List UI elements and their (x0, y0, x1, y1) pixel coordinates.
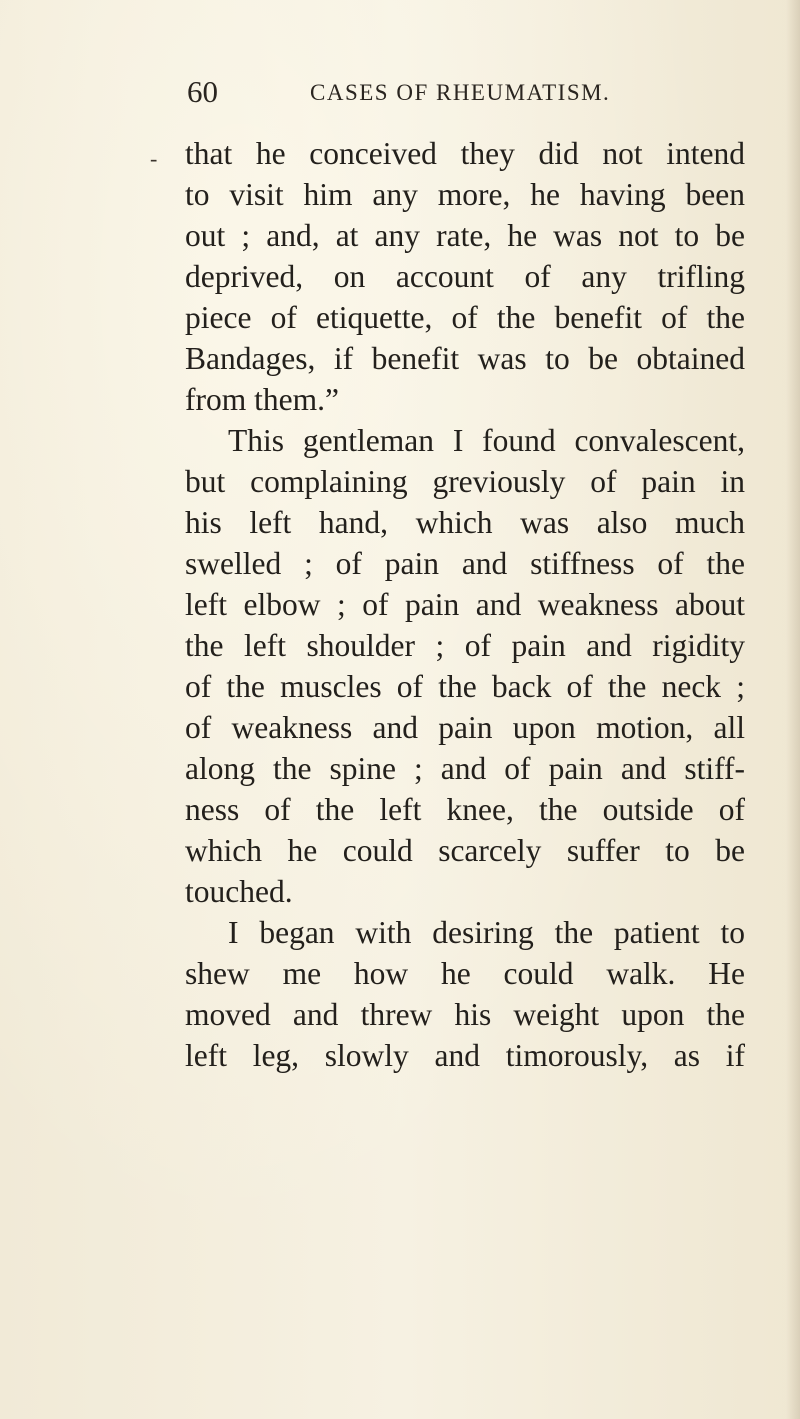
text-line: out ; and, at any rate, he was not to be (185, 218, 745, 253)
text-line: his left hand, which was also much (185, 505, 745, 540)
text-line: from them.” (185, 382, 339, 417)
text-line: the left shoulder ; of pain and rigidity (185, 628, 745, 663)
text-line: Bandages, if benefit was to be obtained (185, 341, 745, 376)
body-text (185, 133, 745, 1076)
text-line: touched. (185, 874, 293, 909)
text-line: moved and threw his weight upon the (185, 997, 745, 1032)
text-line: which he could scarcely suffer to be (185, 833, 745, 868)
text-line: but complaining greviously of pain in (185, 464, 745, 499)
text-line: deprived, on account of any trifling (185, 259, 745, 294)
text-line: ness of the left knee, the outside of (185, 792, 745, 827)
text-line: This gentleman I found convalescent, (228, 423, 745, 458)
text-line: of weakness and pain upon motion, all (185, 710, 745, 745)
page-header (0, 74, 800, 114)
text-line: to visit him any more, he having been (185, 177, 745, 212)
page-number: 60 (187, 74, 218, 109)
running-title: CASES OF RHEUMATISM. (310, 80, 611, 105)
margin-mark: - (150, 146, 158, 171)
text-line: of the muscles of the back of the neck ; (185, 669, 745, 704)
page-edge-shadow (786, 0, 800, 1419)
text-line: swelled ; of pain and stiffness of the (185, 546, 745, 581)
text-line: left leg, slowly and timorously, as if (185, 1038, 745, 1073)
text-line: left elbow ; of pain and weakness about (185, 587, 745, 622)
text-line: piece of etiquette, of the benefit of the (185, 300, 745, 335)
text-line: that he conceived they did not intend (185, 136, 745, 171)
text-line: along the spine ; and of pain and stiff- (185, 751, 745, 786)
text-line: I began with desiring the patient to (228, 915, 745, 950)
text-line: shew me how he could walk. He (185, 956, 745, 991)
